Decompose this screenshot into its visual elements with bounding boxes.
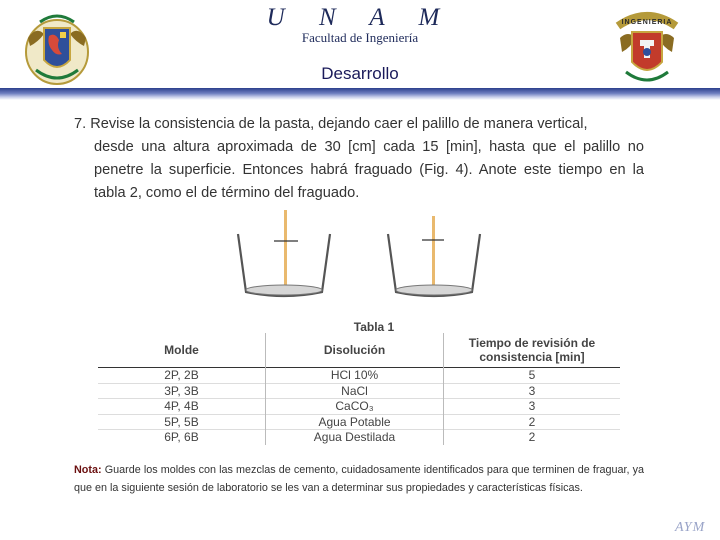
table-cell: 5 [444, 368, 621, 384]
header-band [0, 88, 720, 100]
table-cell: 2P, 2B [164, 368, 199, 383]
note-label: Nota: [74, 464, 102, 476]
instruction-first-line: 7. Revise la consistencia de la pasta, dejando caer el palillo de manera vertical, [74, 116, 588, 132]
column-header-disolucion: Disolución [266, 333, 444, 368]
table-cell: 4P, 4B [164, 399, 199, 414]
header-title: U N A M [266, 4, 454, 31]
column-header-molde: Molde [164, 343, 199, 357]
beaker-right-figure [382, 208, 486, 300]
table-cell: CaCO₃ [266, 399, 444, 415]
table-cell: 3P, 3B [164, 383, 199, 398]
table-row [98, 368, 620, 384]
svg-text:INGENIERIA: INGENIERIA [621, 19, 673, 26]
section-title: Desarrollo [321, 64, 399, 83]
table-row [98, 430, 620, 445]
table-cell: 3 [444, 383, 621, 399]
column-header-tiempo: Tiempo de revisión de consistencia [min] [444, 333, 621, 368]
table-row [98, 383, 620, 399]
table-header-row [98, 333, 620, 368]
instruction-paragraph [74, 113, 644, 205]
table-cell: 2 [444, 430, 621, 445]
beaker-left-figure [232, 208, 336, 300]
table-cell: Agua Destilada [266, 430, 444, 445]
table-cell: 2 [444, 414, 621, 430]
table-row [98, 399, 620, 415]
table-cell: HCl 10% [266, 368, 444, 384]
table-cell: NaCl [266, 383, 444, 399]
table-cell: 3 [444, 399, 621, 415]
table-title: Tabla 1 [353, 320, 395, 334]
table-cell: 5P, 5B [164, 414, 199, 429]
table-cell: 6P, 6B [164, 430, 199, 445]
table-cell: Agua Potable [266, 414, 444, 430]
header-subtitle: Facultad de Ingeniería [301, 30, 419, 45]
instruction-rest: desde una altura aproximada de 30 [cm] cada 15 [min], hasta que el palillo no penetre la superficie. Entonces habrá fraguado (Fig. 4). Anote este tiempo en la tabla 2, como el de término del fraguado. [94, 139, 644, 201]
note-paragraph [74, 461, 644, 497]
table-row [98, 414, 620, 430]
data-table [98, 333, 620, 445]
note-text: Guarde los moldes con las mezclas de cemento, cuidadosamente identificados para que terminen de fraguar, ya que en la siguiente sesión de laboratorio se les van a determinar sus propiedades y características físicas. [74, 464, 644, 494]
corner-watermark: AYM [675, 520, 706, 535]
